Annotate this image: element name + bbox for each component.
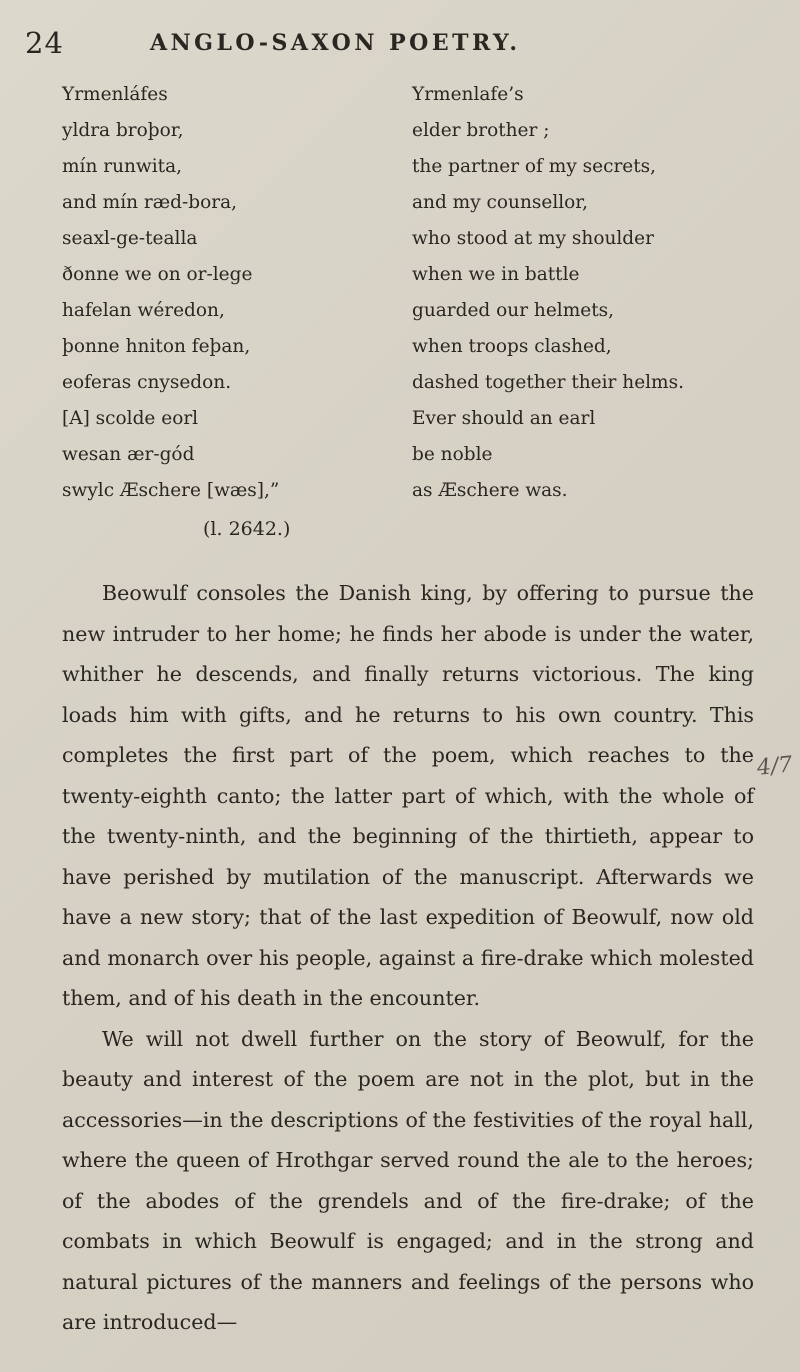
line-citation: (l. 2642.) [203,518,291,540]
paragraph: Beowulf consoles the Danish king, by offering to pursue the new intruder to her home; he finds her abode is under the water, whither he descends, and finally returns victorious. The king loads him with gifts, and he returns to his own country. This completes the first part of the poem, which reaches to the twenty-eighth canto; the latter part of which, with the whole of the twenty-ninth, and the beginning of the thirtieth, appear to have perished by mutilation of the manuscript. Afterwards we have a new story; that of the last expedition of Beowulf, now old and monarch over his people, against a fire-drake which molested them, and of his death in the encounter. [62,581,754,1010]
poem-line [0,188,800,218]
modern-translation: and my counsellor, [412,192,588,213]
poem-line [0,440,800,470]
modern-translation: who stood at my shoulder [412,228,654,249]
poem-line [0,152,800,182]
old-english-text: eoferas cnysedon. [62,372,232,393]
modern-translation: as Æschere was. [412,480,568,501]
modern-translation: the partner of my secrets, [412,156,657,177]
old-english-text: þonne hniton feþan, [62,336,251,357]
page-number: 24 [25,26,64,60]
poem-line [0,368,800,398]
modern-translation: Ever should an earl [412,408,596,429]
paragraph: We will not dwell further on the story of Beowulf, for the beauty and interest of the poem are not in the plot, but in the accessories—in the descriptions of the festivities of the royal hall, where the queen of Hrothgar served round the ale to the heroes; of the abodes of the grendels and of the fire-drake; of the combats in which Beowulf is engaged; and in the strong and natural pictures of the manners and feelings of the persons who are introduced— [62,1026,754,1334]
prose-body [62,573,754,1343]
old-english-text: ðonne we on or-lege [62,264,253,285]
old-english-text: and mín ræd-bora, [62,192,237,213]
modern-translation: when we in battle [412,264,580,285]
poem-line [0,224,800,254]
old-english-text: Yrmenláfes [62,84,168,105]
poem-line [0,80,800,110]
poem-line [0,116,800,146]
page-header [0,26,800,66]
modern-translation: Yrmenlafe’s [412,84,524,105]
modern-translation: when troops clashed, [412,336,612,357]
old-english-text: swylc Æschere [wæs],” [62,480,280,501]
old-english-text: wesan ær-gód [62,444,195,465]
old-english-text: mín runwita, [62,156,183,177]
old-english-text: hafelan wéredon, [62,300,225,321]
old-english-text: yldra broþor, [62,120,184,141]
modern-translation: be noble [412,444,493,465]
poem-line [0,332,800,362]
running-title: ANGLO-SAXON POETRY. [150,30,521,56]
modern-translation: elder brother ; [412,120,550,141]
old-english-text: [A] scolde eorl [62,408,199,429]
modern-translation: dashed together their helms. [412,372,684,393]
poem-line [0,476,800,506]
handwritten-margin-note: 4/7 [755,752,794,781]
poem-line [0,404,800,434]
modern-translation: guarded our helmets, [412,300,615,321]
poem-line [0,296,800,326]
old-english-text: seaxl-ge-tealla [62,228,198,249]
poem-line [0,260,800,290]
